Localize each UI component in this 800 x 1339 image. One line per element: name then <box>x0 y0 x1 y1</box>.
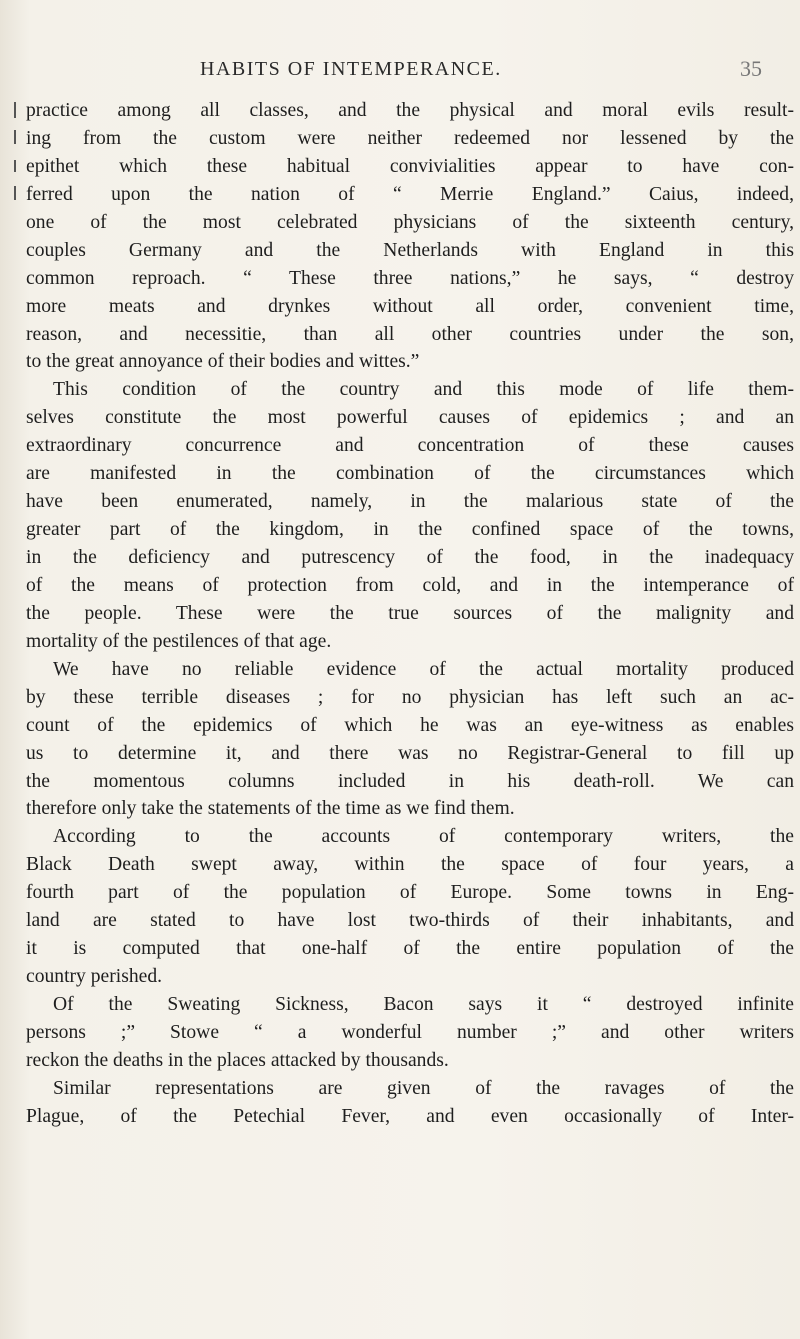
text-line: it is computed that one-half of the entire population of the <box>26 938 794 960</box>
text-line: extraordinary concurrence and concentration of these causes <box>26 435 794 457</box>
text-line: Plague, of the Petechial Fever, and even occasionally of Inter- <box>26 1105 794 1127</box>
text-line: by these terrible diseases ; for no physician has left such an ac- <box>26 686 794 708</box>
text-line: are manifested in the combination of the circumstances which <box>26 463 794 485</box>
text-line: therefore only take the statements of the time as we find them. <box>26 798 515 820</box>
text-line: of the means of protection from cold, and in the intemperance of <box>26 574 794 596</box>
text-line: mortality of the pestilences of that age. <box>26 630 332 652</box>
text-line: in the deficiency and putrescency of the food, in the inadequacy <box>26 547 794 568</box>
text-line: selves constitute the most powerful causes of epidemics ; and an <box>26 407 794 429</box>
gutter-mark <box>14 130 16 144</box>
text-line: more meats and drynkes without all order, convenient time, <box>26 295 794 317</box>
text-line: land are stated to have lost two-thirds of their inhabitants, and <box>26 910 794 932</box>
text-line: We have no reliable evidence of the actual mortality produced <box>53 658 794 680</box>
text-line: reason, and necessitie, than all other countries under the son, <box>26 323 794 345</box>
text-line: have been enumerated, namely, in the malarious state of the <box>26 491 794 513</box>
gutter-mark <box>14 102 16 118</box>
text-line: the people. These were the true sources of the malignity and <box>26 602 794 624</box>
text-line: country perished. <box>26 966 163 988</box>
text-line: According to the accounts of contemporary writers, the <box>53 826 794 848</box>
page-number: 35 <box>740 56 762 81</box>
running-head: HABITS OF INTEMPERANCE. <box>200 58 502 80</box>
text-line: common reproach. “ These three nations,” he says, “ destroy <box>26 267 794 289</box>
text-line: ing from the custom were neither redeemed nor lessened by the <box>26 127 794 149</box>
text-line: epithet which these habitual convivialities appear to have con- <box>26 155 794 177</box>
text-line: us to determine it, and there was no Registrar-General to fill up <box>26 742 794 764</box>
text-line: Of the Sweating Sickness, Bacon says it “ destroyed infinite <box>53 994 794 1015</box>
text-line: ferred upon the nation of “ Merrie England.” Caius, indeed, <box>26 183 794 205</box>
text-line: to the great annoyance of their bodies and wittes.” <box>26 351 420 373</box>
text-line: count of the epidemics of which he was an eye-witness as enables <box>26 714 794 736</box>
text-line: Black Death swept away, within the space of four years, a <box>26 854 794 876</box>
body-text <box>26 97 794 1131</box>
text-line: Similar representations are given of the ravages of the <box>53 1077 794 1099</box>
margin-gutter-marks <box>14 100 20 300</box>
gutter-mark <box>14 160 16 172</box>
text-line: persons ;” Stowe “ a wonderful number ;” and other writers <box>26 1021 794 1043</box>
text-line: the momentous columns included in his death-roll. We can <box>26 770 794 792</box>
page-header <box>0 58 800 88</box>
text-line: reckon the deaths in the places attacked by thousands. <box>26 1049 449 1071</box>
text-line: one of the most celebrated physicians of the sixteenth century, <box>26 211 794 233</box>
text-line: fourth part of the population of Europe. Some towns in Eng- <box>26 882 794 904</box>
text-line: couples Germany and the Netherlands with England in this <box>26 239 794 261</box>
text-line: practice among all classes, and the physical and moral evils result- <box>26 100 794 121</box>
text-line: This condition of the country and this mode of life them- <box>53 379 794 401</box>
gutter-mark <box>14 186 16 200</box>
text-line: greater part of the kingdom, in the confined space of the towns, <box>26 519 794 541</box>
